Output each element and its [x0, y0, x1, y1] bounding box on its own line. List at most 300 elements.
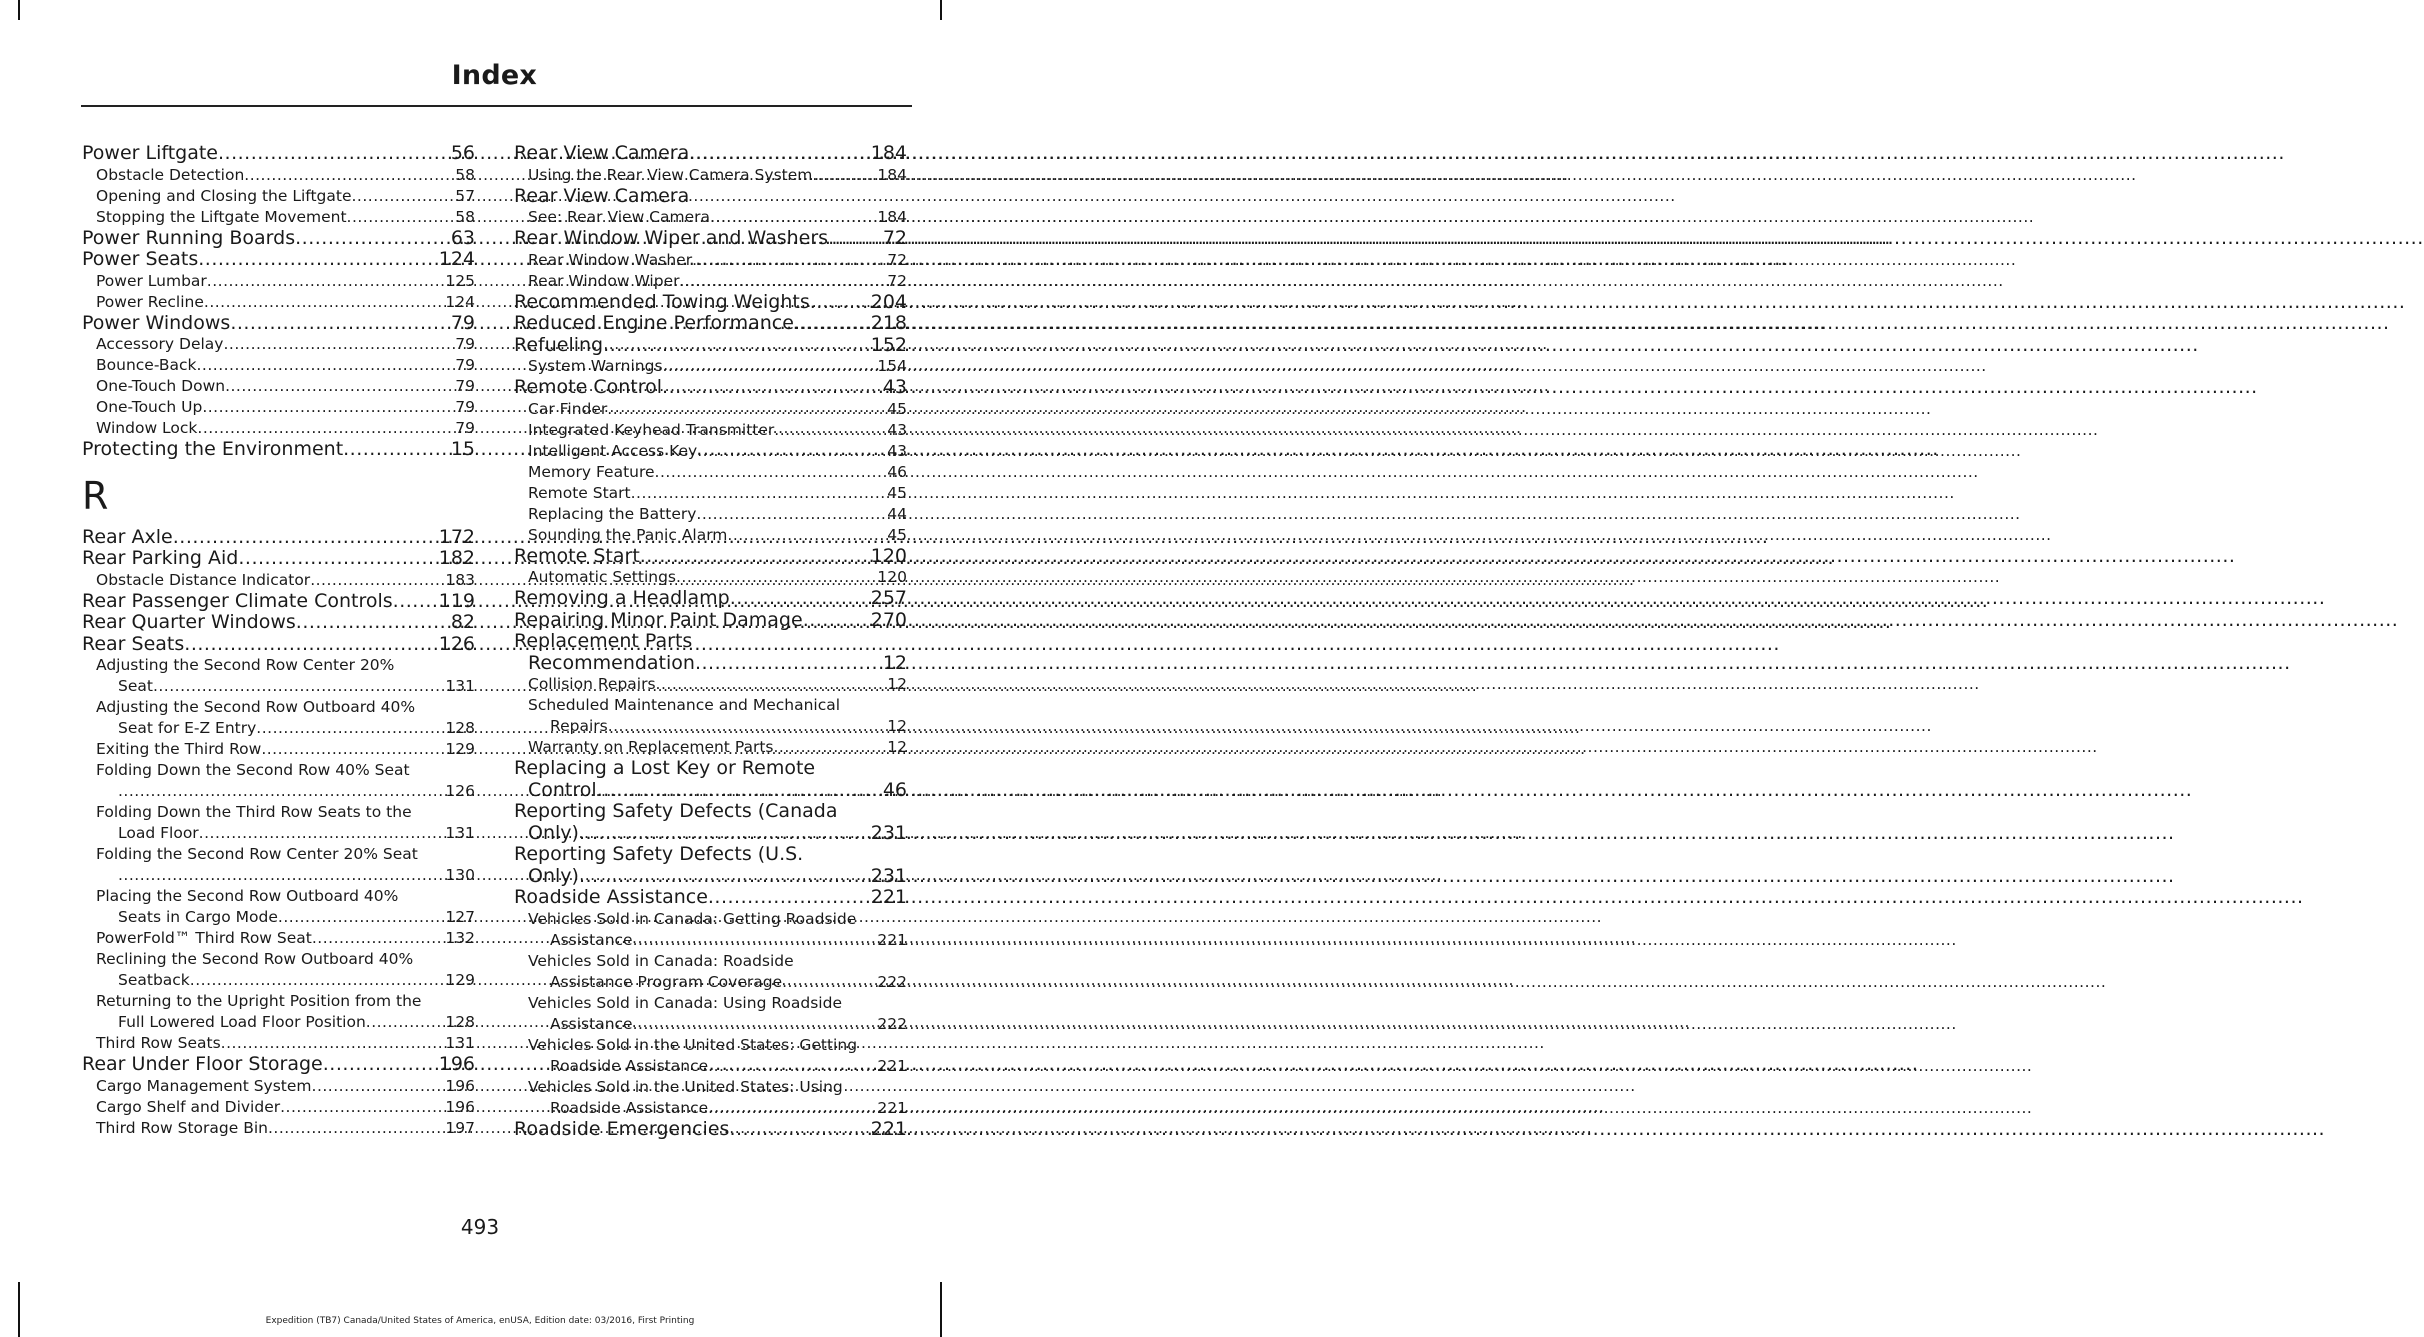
index-entry[interactable] — [82, 527, 475, 549]
entry-label: Reporting Safety Defects (Canada — [514, 800, 838, 822]
dot-leader — [803, 610, 871, 632]
page-number: 493 — [460, 1215, 500, 1239]
entry-label: Seatback — [118, 971, 190, 989]
entry-label: Stopping the Liftgate Movement — [96, 207, 347, 226]
index-subentry[interactable] — [514, 207, 907, 228]
entry-label: Power Lumbar — [96, 271, 207, 290]
dot-leader — [218, 143, 451, 165]
page-reference[interactable]: 124 — [445, 292, 475, 311]
dot-leader — [312, 928, 446, 949]
dot-leader — [295, 228, 451, 250]
dot-leader — [662, 377, 883, 399]
entry-label: Scheduled Maintenance and Mechanical — [528, 696, 841, 714]
dot-leader — [655, 462, 888, 483]
entry-label: Rear Seats — [82, 632, 185, 655]
entry-label: Reporting Safety Defects (U.S. — [514, 843, 804, 865]
entry-label: Only) — [528, 864, 579, 887]
entry-label: Power Recline — [96, 292, 204, 311]
entry-label: Roadside Emergencies — [514, 1117, 730, 1140]
index-entry[interactable] — [514, 631, 907, 674]
page-reference[interactable]: 120 — [877, 568, 907, 586]
entry-label: Rear Passenger Climate Controls — [82, 589, 393, 612]
page-reference[interactable]: 45 — [887, 483, 907, 502]
entry-label: Vehicles Sold in Canada: Getting Roadside — [528, 909, 857, 928]
entry-label: Removing a Headlamp — [514, 587, 730, 609]
dot-leader — [393, 591, 439, 613]
entry-label: Seat — [118, 677, 153, 695]
page-reference[interactable]: 72 — [882, 227, 907, 249]
entry-label: Roadside Assistance — [550, 1056, 709, 1075]
crop-mark-top-left — [18, 0, 20, 20]
entry-label: Obstacle Detection — [96, 165, 245, 184]
page-reference[interactable]: 79 — [450, 311, 475, 334]
entry-label: Rear Window Wiper — [528, 271, 680, 290]
dot-leader — [312, 1076, 446, 1097]
crop-mark-top-right — [940, 0, 942, 20]
page-reference[interactable]: 15 — [450, 438, 475, 460]
index-subentry[interactable] — [82, 292, 475, 313]
page-reference[interactable]: 82 — [450, 611, 475, 633]
dot-leader — [223, 334, 455, 355]
index-entry[interactable] — [82, 228, 475, 250]
dot-leader — [810, 292, 871, 314]
entry-label: Repairing Minor Paint Damage — [514, 608, 803, 631]
entry-label: Cargo Management System — [96, 1076, 312, 1095]
index-entry[interactable] — [514, 186, 907, 208]
dot-leader — [794, 313, 871, 335]
page-reference[interactable]: 132 — [445, 929, 475, 947]
index-entry[interactable] — [514, 887, 907, 909]
index-entry[interactable] — [82, 591, 475, 613]
dot-leader — [730, 588, 871, 610]
page-reference[interactable]: 12 — [887, 738, 907, 756]
page-reference[interactable]: 63 — [450, 226, 475, 249]
dot-leader — [708, 1056, 877, 1077]
dot-leader — [230, 313, 451, 335]
page-reference[interactable]: 46 — [882, 778, 907, 801]
entry-label: Folding Down the Third Row Seats to the — [96, 803, 412, 821]
page-title: Index — [451, 60, 537, 91]
page-reference[interactable]: 131 — [445, 1034, 475, 1052]
entry-label: Remote Start — [514, 544, 640, 567]
dot-leader — [190, 970, 446, 991]
dot-leader — [347, 207, 456, 228]
index-subentry[interactable] — [82, 376, 475, 397]
entry-label: Collision Repairs — [528, 675, 656, 693]
dot-leader — [579, 866, 871, 888]
entry-label: Rear Parking Aid — [82, 547, 239, 569]
entry-label: Cargo Shelf and Divider — [96, 1097, 281, 1116]
entry-label: Power Liftgate — [82, 142, 218, 164]
index-entry[interactable] — [514, 758, 907, 801]
page-reference[interactable]: 79 — [455, 419, 475, 437]
entry-label: Recommended Towing Weights — [514, 290, 810, 313]
entry-label: System Warnings — [528, 357, 663, 375]
entry-label: Power Windows — [82, 311, 231, 334]
page-reference[interactable]: 119 — [438, 589, 475, 612]
index-subentry[interactable] — [514, 695, 907, 737]
entry-label: Vehicles Sold in Canada: Roadside — [528, 951, 794, 970]
entry-label: Returning to the Upright Position from the — [96, 992, 422, 1010]
index-subentry[interactable] — [514, 504, 907, 525]
index-subentry[interactable] — [82, 570, 475, 591]
index-subentry[interactable] — [82, 1097, 475, 1118]
page-reference[interactable]: 43 — [882, 376, 907, 398]
entry-label: Rear Window Washer — [528, 250, 693, 269]
dot-leader — [238, 548, 438, 570]
crop-mark-bottom-right — [940, 1282, 942, 1337]
dot-leader — [173, 527, 439, 549]
dot-leader — [676, 567, 877, 588]
dot-leader — [680, 271, 888, 292]
page-reference[interactable]: 128 — [445, 1013, 475, 1031]
page-reference[interactable]: 12 — [887, 675, 907, 693]
page-reference[interactable]: 124 — [438, 248, 475, 270]
dot-leader — [812, 165, 877, 186]
dot-leader — [640, 546, 871, 568]
page-reference[interactable]: 126 — [438, 632, 475, 655]
page-reference[interactable]: 184 — [877, 208, 907, 226]
index-subentry[interactable] — [82, 949, 475, 991]
dot-leader — [633, 1014, 878, 1035]
entry-label: PowerFold™ Third Row Seat — [96, 929, 312, 947]
index-subentry[interactable] — [82, 1118, 475, 1139]
page-reference[interactable]: 196 — [445, 1097, 475, 1116]
page-reference[interactable]: 231 — [870, 821, 907, 844]
entry-label: Vehicles Sold in Canada: Using Roadside — [528, 993, 842, 1012]
entry-label: Intelligent Access Key — [528, 441, 698, 460]
dot-leader — [366, 1012, 446, 1033]
entry-label: Control — [528, 778, 597, 801]
index-subentry[interactable] — [514, 356, 907, 377]
index-subentry[interactable] — [514, 483, 907, 504]
page-reference[interactable]: 130 — [445, 866, 475, 884]
entry-label: Third Row Storage Bin — [96, 1118, 268, 1137]
entry-label: Full Lowered Load Floor Position — [118, 1013, 366, 1031]
page-reference[interactable]: 79 — [455, 398, 475, 416]
index-subentry[interactable] — [514, 674, 907, 695]
index-subentry[interactable] — [514, 165, 907, 186]
index-entry[interactable] — [514, 292, 907, 314]
page-reference[interactable]: 127 — [445, 908, 475, 926]
entry-label: Rear Under Floor Storage — [82, 1053, 323, 1075]
entry-label: Rear Window Wiper and Washers — [514, 227, 829, 249]
dot-leader — [278, 907, 445, 928]
entry-label: Adjusting the Second Row Outboard 40% — [96, 698, 416, 716]
index-subentry[interactable] — [514, 1077, 907, 1119]
page-reference[interactable]: 197 — [445, 1118, 475, 1137]
dot-leader — [184, 634, 438, 656]
index-subentry[interactable] — [514, 399, 907, 420]
page-reference[interactable]: 79 — [455, 335, 475, 353]
index-entry[interactable] — [82, 313, 475, 335]
dot-leader — [118, 865, 445, 886]
page-reference[interactable]: 221 — [877, 1056, 907, 1075]
entry-label: Adjusting the Second Row Center 20% — [96, 656, 395, 674]
index-subentry[interactable] — [514, 909, 907, 951]
dot-leader — [202, 397, 455, 418]
page-reference[interactable]: 131 — [445, 824, 475, 842]
dot-leader — [695, 653, 883, 675]
index-entry[interactable] — [514, 143, 907, 165]
entry-label: Rear Axle — [82, 525, 173, 548]
entry-label: Remote Control — [514, 376, 663, 398]
index-entry[interactable] — [514, 228, 907, 250]
section-letter: R — [82, 473, 109, 518]
dot-leader — [708, 887, 871, 909]
dot-leader — [268, 1118, 445, 1139]
entry-label: Bounce-Back — [96, 356, 197, 374]
dot-leader — [153, 676, 445, 697]
dot-leader — [296, 612, 451, 634]
dot-leader — [261, 739, 445, 760]
page-reference[interactable]: 58 — [455, 165, 475, 184]
index-entry[interactable] — [514, 801, 907, 844]
entry-label: Roadside Assistance — [550, 1098, 709, 1117]
page-reference[interactable]: 12 — [882, 651, 907, 674]
page-reference[interactable]: 46 — [887, 462, 907, 481]
entry-label: Warranty on Replacement Parts — [528, 738, 774, 756]
page-reference[interactable]: 257 — [870, 587, 907, 609]
dot-leader — [607, 399, 887, 420]
index-subentry[interactable] — [514, 420, 907, 441]
index-column-left — [82, 143, 475, 1139]
entry-label: Rear Quarter Windows — [82, 611, 296, 633]
dot-leader — [118, 781, 445, 802]
index-entry[interactable] — [82, 249, 475, 271]
index-subentry[interactable] — [514, 441, 907, 462]
dot-leader — [310, 570, 445, 591]
index-subentry[interactable] — [82, 418, 475, 439]
index-subentry[interactable] — [82, 165, 475, 186]
page-reference[interactable]: 221 — [877, 1098, 907, 1117]
entry-label: Remote Start — [528, 483, 631, 502]
page-reference[interactable]: 182 — [438, 547, 475, 569]
index-subentry[interactable] — [514, 250, 907, 271]
index-entry[interactable] — [514, 1119, 907, 1141]
page-reference[interactable]: 120 — [870, 544, 907, 567]
index-subentry[interactable] — [82, 355, 475, 376]
index-subentry[interactable] — [82, 739, 475, 760]
dot-leader — [197, 418, 455, 439]
footer-edition-info: Expedition (TB7) Canada/United States of America, enUSA, Edition date: 03/2016, First Printing — [265, 1316, 695, 1326]
index-subentry[interactable] — [82, 397, 475, 418]
index-subentry[interactable] — [82, 844, 475, 886]
dot-leader — [828, 228, 883, 250]
entry-label: Power Running Boards — [82, 226, 296, 249]
page-reference[interactable]: 270 — [870, 608, 907, 631]
index-entry[interactable] — [82, 143, 475, 165]
entry-label: Load Floor — [118, 824, 199, 842]
dot-leader — [631, 483, 888, 504]
index-entry[interactable] — [514, 844, 907, 887]
index-entry[interactable] — [82, 634, 475, 656]
page-reference[interactable]: 45 — [887, 399, 907, 418]
page-reference[interactable]: 221 — [870, 886, 907, 908]
dot-leader — [697, 441, 887, 462]
entry-label: Sounding the Panic Alarm — [528, 525, 728, 544]
dot-leader — [197, 355, 456, 376]
index-subentry[interactable] — [82, 655, 475, 697]
page-reference[interactable]: 196 — [445, 1076, 475, 1095]
dot-leader — [352, 186, 456, 207]
index-subentry[interactable] — [82, 697, 475, 739]
entry-label: Power Seats — [82, 248, 199, 270]
dot-leader — [708, 1098, 877, 1119]
dot-leader — [633, 930, 878, 951]
index-subentry[interactable] — [82, 928, 475, 949]
page-reference[interactable]: 184 — [870, 142, 907, 164]
page-reference[interactable]: 12 — [887, 717, 907, 735]
index-subentry[interactable] — [82, 271, 475, 292]
page-reference[interactable]: 221 — [877, 930, 907, 949]
index-subentry[interactable] — [514, 993, 907, 1035]
index-subentry[interactable] — [514, 462, 907, 483]
page-reference[interactable]: 222 — [877, 1014, 907, 1033]
page-reference[interactable]: 231 — [870, 864, 907, 887]
index-subentry[interactable] — [514, 567, 907, 588]
page-reference[interactable]: 57 — [455, 186, 475, 205]
index-entry[interactable] — [82, 1054, 475, 1076]
entry-label: Exiting the Third Row — [96, 740, 262, 758]
entry-label: Rear View Camera — [514, 184, 690, 207]
page-reference[interactable]: 154 — [877, 357, 907, 375]
index-entry[interactable] — [82, 612, 475, 634]
page-reference[interactable]: 184 — [877, 165, 907, 184]
dot-leader — [244, 165, 455, 186]
index-subentry[interactable] — [82, 886, 475, 928]
page-reference[interactable]: 44 — [887, 504, 907, 523]
index-subentry[interactable] — [514, 1035, 907, 1077]
entry-label: Only) — [528, 821, 579, 844]
index-subentry[interactable] — [82, 1076, 475, 1097]
entry-label: Third Row Seats — [96, 1034, 221, 1052]
dot-leader — [204, 292, 446, 313]
page-reference[interactable]: 218 — [870, 312, 907, 334]
page-reference[interactable]: 129 — [445, 971, 475, 989]
entry-label: Integrated Keyhead Transmitter — [528, 420, 775, 439]
dot-leader — [225, 376, 455, 397]
page-reference[interactable]: 128 — [445, 719, 475, 737]
page-reference[interactable]: 56 — [450, 142, 475, 164]
index-subentry[interactable] — [82, 760, 475, 802]
index-subentry[interactable] — [82, 991, 475, 1033]
index-subentry[interactable] — [82, 802, 475, 844]
entry-label: Reclining the Second Row Outboard 40% — [96, 950, 414, 968]
page-reference[interactable]: 72 — [887, 250, 907, 269]
index-entry[interactable] — [514, 335, 907, 357]
index-entry[interactable] — [514, 588, 907, 610]
entry-label: Accessory Delay — [96, 335, 224, 353]
entry-label: Reduced Engine Performance — [514, 312, 794, 334]
entry-label: Repairs — [550, 717, 608, 735]
dot-leader — [221, 1033, 446, 1054]
entry-label: One-Touch Up — [96, 398, 203, 416]
page-reference[interactable]: 72 — [887, 271, 907, 290]
entry-label: Memory Feature — [528, 462, 655, 481]
dot-leader — [198, 249, 439, 271]
index-entry[interactable] — [514, 377, 907, 399]
page-reference[interactable]: 43 — [887, 441, 907, 460]
entry-label: Opening and Closing the Liftgate — [96, 186, 352, 205]
index-subentry[interactable] — [514, 737, 907, 758]
index-subentry[interactable] — [514, 271, 907, 292]
index-subentry[interactable] — [514, 525, 907, 546]
entry-label: Recommendation — [528, 651, 695, 674]
entry-label: Vehicles Sold in the United States: Using — [528, 1077, 843, 1096]
page-reference[interactable]: 152 — [870, 333, 907, 356]
index-subentry[interactable] — [514, 951, 907, 993]
page-reference[interactable]: 43 — [887, 420, 907, 439]
page-reference[interactable]: 45 — [887, 525, 907, 544]
dot-leader — [199, 823, 446, 844]
index-entry[interactable] — [514, 610, 907, 632]
dot-leader — [774, 737, 888, 758]
entry-label: Folding the Second Row Center 20% Seat — [96, 845, 418, 863]
entry-label: Rear View Camera — [514, 142, 690, 164]
page-reference[interactable]: 79 — [455, 377, 475, 395]
page-reference[interactable]: 204 — [870, 290, 907, 313]
dot-leader — [782, 972, 877, 993]
entry-label: Window Lock — [96, 419, 198, 437]
page-reference[interactable]: 129 — [445, 740, 475, 758]
dot-leader — [710, 207, 877, 228]
entry-label: Replacing the Battery — [528, 504, 697, 523]
page-reference[interactable]: 58 — [455, 207, 475, 226]
entry-label: Folding Down the Second Row 40% Seat — [96, 761, 410, 779]
dot-leader — [280, 1097, 445, 1118]
index-subentry[interactable] — [82, 207, 475, 228]
page-reference[interactable]: 131 — [445, 677, 475, 695]
entry-label: Roadside Assistance — [514, 886, 708, 908]
entry-label: Replacing a Lost Key or Remote — [514, 757, 816, 779]
dot-leader — [656, 674, 888, 695]
dot-leader — [603, 335, 871, 357]
page-reference[interactable]: 125 — [445, 271, 475, 290]
entry-label: One-Touch Down — [96, 377, 226, 395]
page-reference[interactable]: 221 — [870, 1117, 907, 1140]
entry-label: Replacement Parts — [514, 630, 693, 652]
entry-label: Protecting the Environment — [82, 438, 344, 460]
page-reference[interactable]: 79 — [455, 356, 475, 374]
index-subentry[interactable] — [82, 1033, 475, 1054]
index-entry[interactable] — [82, 548, 475, 570]
entry-label: See: Rear View Camera — [528, 208, 711, 226]
crop-mark-bottom-left — [18, 1282, 20, 1337]
entry-label: Using the Rear View Camera System — [528, 165, 813, 184]
dot-leader — [663, 356, 878, 377]
index-subentry[interactable] — [82, 186, 475, 207]
entry-label: Assistance — [550, 930, 633, 949]
dot-leader — [608, 716, 888, 737]
page-reference[interactable]: 172 — [438, 525, 475, 548]
dot-leader — [323, 1054, 439, 1076]
entry-label: Assistance — [550, 1014, 633, 1033]
entry-label: Placing the Second Row Outboard 40% — [96, 887, 399, 905]
index-entry[interactable] — [82, 439, 475, 461]
entry-label: Refueling — [514, 333, 604, 356]
dot-leader — [343, 439, 451, 461]
page-reference[interactable]: 126 — [445, 782, 475, 800]
page-reference[interactable]: 183 — [445, 570, 475, 589]
page-reference[interactable]: 196 — [438, 1053, 475, 1075]
index-subentry[interactable] — [82, 334, 475, 355]
index-entry[interactable] — [514, 313, 907, 335]
dot-leader — [597, 780, 883, 802]
page-reference[interactable]: 222 — [877, 972, 907, 991]
index-entry[interactable] — [514, 546, 907, 568]
entry-label: Vehicles Sold in the United States: Getting — [528, 1035, 858, 1054]
